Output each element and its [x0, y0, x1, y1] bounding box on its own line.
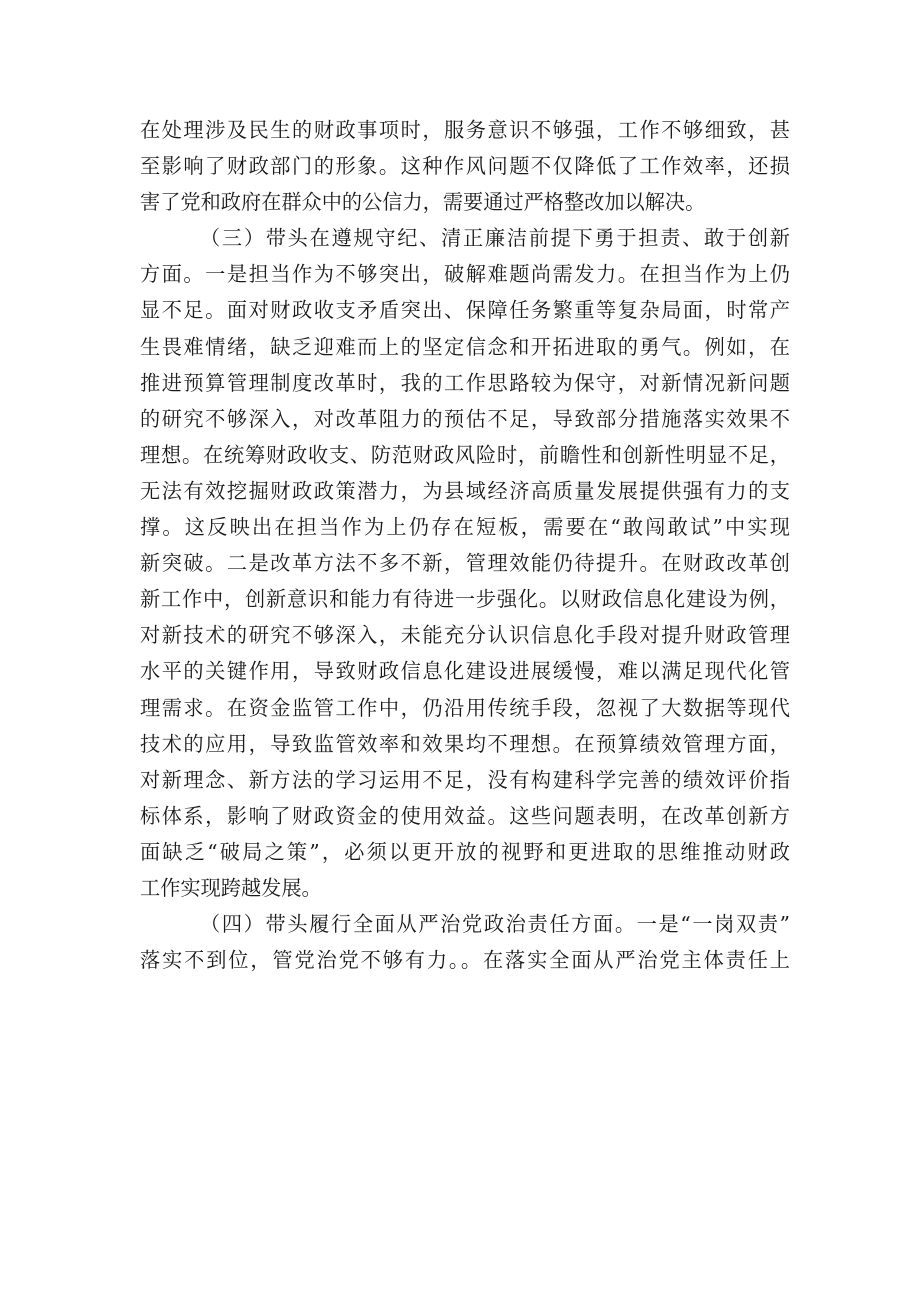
text-line: 新突破。二是改革方法不多不新，管理效能仍待提升。在财政改革创	[140, 551, 790, 576]
text-line: 的研究不够深入，对改革阻力的预估不足，导致部分措施落实效果不	[140, 406, 790, 431]
text-line: 害了党和政府在群众中的公信力，需要通过严格整改加以解决。	[140, 190, 706, 215]
text-line: 对新理念、新方法的学习运用不足，没有构建科学完善的绩效评价指	[140, 767, 790, 792]
paragraph-2	[140, 220, 790, 906]
text-line: 理想。在统筹财政收支、防范财政风险时，前瞻性和创新性明显不足，	[140, 442, 790, 467]
text-line: 无法有效挖掘财政政策潜力，为县域经济高质量发展提供强有力的支	[140, 478, 790, 503]
text-line: 显不足。面对财政收支矛盾突出、保障任务繁重等复杂局面，时常产	[140, 298, 790, 323]
text-line: 标体系，影响了财政资金的使用效益。这些问题表明，在改革创新方	[140, 803, 790, 828]
text-line: 撑。这反映出在担当作为上仍存在短板，需要在“敢闯敢试”中实现	[140, 515, 790, 540]
text-line: 新工作中，创新意识和能力有待进一步强化。以财政信息化建设为例，	[140, 587, 790, 612]
text-line: 对新技术的研究不够深入，未能充分认识信息化手段对提升财政管理	[140, 623, 790, 648]
text-line: 在处理涉及民生的财政事项时，服务意识不够强，工作不够细致，甚	[140, 118, 790, 142]
text-line: 推进预算管理制度改革时，我的工作思路较为保守，对新情况新问题	[140, 370, 790, 395]
text-line: 理需求。在资金监管工作中，仍沿用传统手段，忽视了大数据等现代	[140, 695, 790, 720]
text-line: 方面。一是担当作为不够突出，破解难题尚需发力。在担当作为上仍	[140, 262, 790, 287]
text-line: 落实不到位，管党治党不够有力。。在落实全面从严治党主体责任上	[140, 948, 790, 973]
text-line: （四）带头履行全面从严治党政治责任方面。一是“一岗双责”	[200, 912, 790, 937]
text-line: 技术的应用，导致监管效率和效果均不理想。在预算绩效管理方面，	[140, 731, 790, 756]
text-line: （三）带头在遵规守纪、清正廉洁前提下勇于担责、敢于创新	[200, 226, 790, 251]
document-body	[140, 112, 790, 978]
text-line: 面缺乏“破局之策”，必须以更开放的视野和更进取的思维推动财政	[140, 839, 790, 864]
paragraph-1	[140, 112, 790, 220]
text-line: 生畏难情绪，缺乏迎难而上的坚定信念和开拓进取的勇气。例如，在	[140, 334, 790, 359]
text-line: 至影响了财政部门的形象。这种作风问题不仅降低了工作效率，还损	[140, 154, 790, 179]
text-line: 水平的关键作用，导致财政信息化建设进展缓慢，难以满足现代化管	[140, 659, 790, 684]
text-line: 工作实现跨越发展。	[140, 875, 322, 900]
paragraph-3	[140, 906, 790, 978]
